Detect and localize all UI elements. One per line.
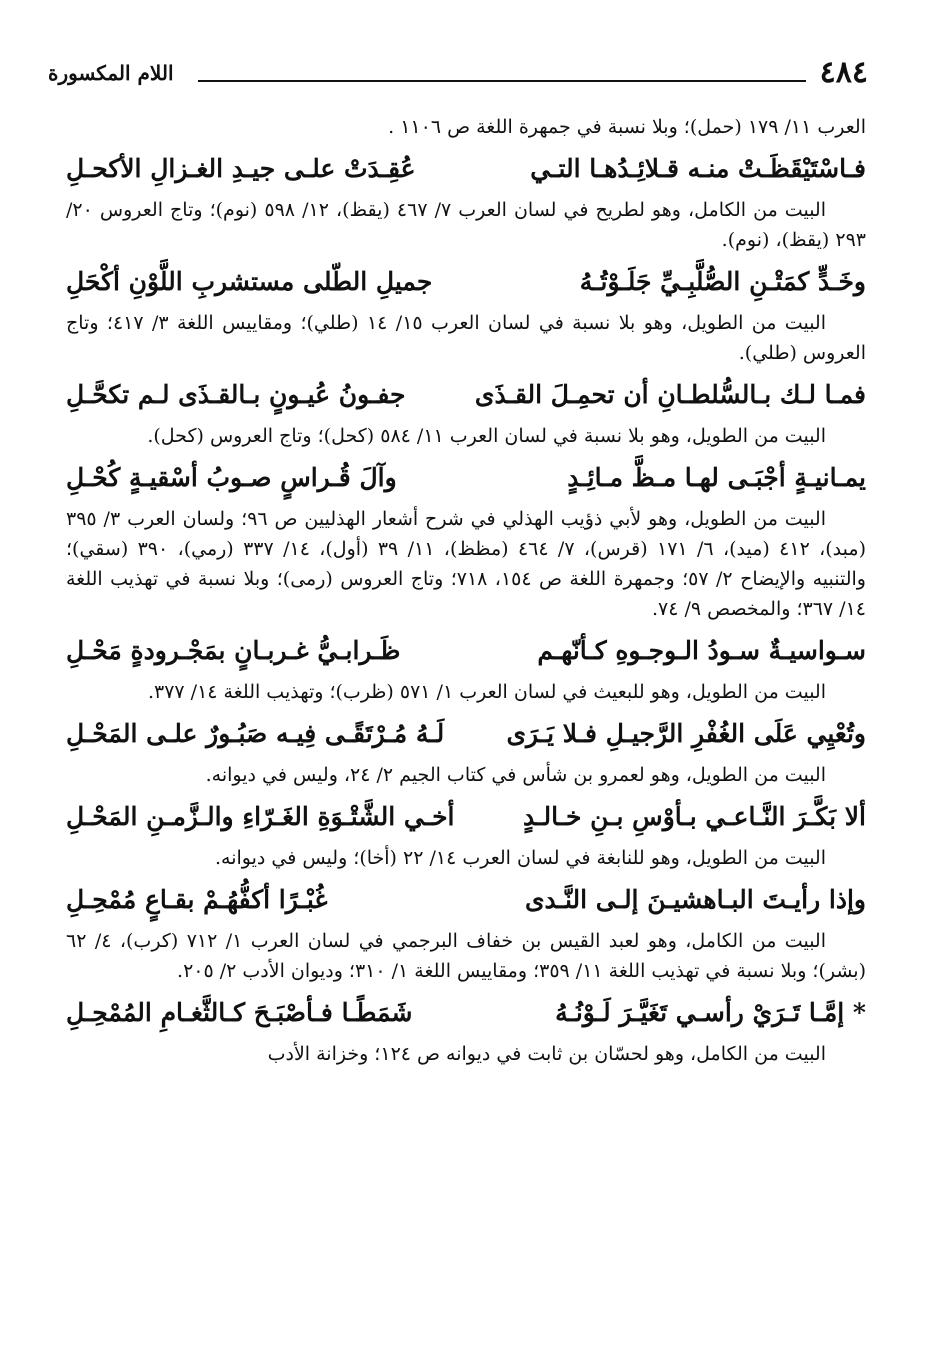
verse-line [66, 797, 866, 837]
verse-line [66, 631, 866, 671]
verse-note: البيت من الطويل، وهو للنابغة في لسان العرب ١٤/ ٢٢ (أخا)؛ وليس في ديوانه. [214, 847, 826, 869]
verse-note: البيت من الكامل، وهو لعبد القيس بن خفاف البرجمي في لسان العرب ١/ ٧١٢ (كرب)، ٤/ ٦٢ (بشر)؛ وبلا نسبة في تهذيب اللغة ١١/ ٣٥٩؛ ومقاييس اللغة ١/ ٣١٠؛ وديوان الأدب ٢/ ٢٠٥. [66, 930, 866, 982]
verse-note: البيت من الطويل، وهو للبعيث في لسان العرب ١/ ٥٧١ (ظرب)؛ وتهذيب اللغة ١٤/ ٣٧٧. [147, 681, 826, 703]
continuation-note: العرب ١١/ ١٧٩ (حمل)؛ وبلا نسبة في جمهرة اللغة ص ١١٠٦ . [388, 116, 866, 138]
page-content [66, 112, 866, 1069]
verse-second-hemistich: جفـونُ عُيـونٍ بـالقـذَى لـم تكحَّـلِ [66, 380, 406, 409]
verse-line [66, 375, 866, 415]
verse-note: البيت من الطويل، وهو لعمرو بن شأس في كتاب الجيم ٢/ ٢٤، وليس في ديوانه. [205, 764, 826, 786]
verse-second-hemistich: جميلِ الطّلى مستشربِ اللَّوْنِ أكْحَلِ [66, 267, 433, 296]
verse-line [66, 262, 866, 302]
verse-first-hemistich: ألا بَكَّـرَ النَّـاعـي بـأوْسِ بـنِ خـالـدٍ [523, 802, 866, 831]
verse-second-hemistich: لَـهُ مُـرْتَقًـى فِيـه صَبُـورٌ علـى المَحْـلِ [66, 719, 445, 748]
verse-first-hemistich: يمـانيـةٍ أجْبَـى لهـا مـظَّ مـائِـدٍ [567, 463, 866, 492]
verse-first-hemistich: سـواسيـةٌ سـودُ الـوجـوهِ كـأنّهـم [537, 636, 866, 665]
header-rule [198, 80, 806, 82]
verse-second-hemistich: شَمَطًـا فـأصْبَـحَ كـالثَّغـامِ المُمْحِـلِ [66, 998, 413, 1027]
verse-first-hemistich: وتُعْيِي عَلَى الغُفْرِ الرَّجيـلِ فـلا يَـرَى [506, 719, 866, 748]
verse-first-hemistich: * إمَّـا تَـرَيْ رأسـي تَغَيَّـرَ لَـوْنُـهُ [555, 998, 866, 1027]
verse-first-hemistich: وخَـدٍّ كمَتْـنِ الصُّلَّبِـيِّ جَلَـوْتُـهُ [579, 267, 866, 296]
verse-second-hemistich: وآلَ قُـراسٍ صـوبُ أسْقيـةٍ كُحْـلِ [66, 463, 397, 492]
page-header [48, 52, 868, 94]
verse-first-hemistich: فمـا لـك بـالسُّلطـانِ أن تحمِـلَ القـذَى [474, 380, 866, 409]
verse-first-hemistich: فـاسْتَيْقَظَـتْ منـه قـلائِـدُهـا التـي [530, 154, 866, 183]
verse-line [66, 149, 866, 189]
verse-first-hemistich: وإذا رأيـتَ البـاهشيـنَ إلـى النَّـدى [524, 885, 866, 914]
verse-note: البيت من الطويل، وهو بلا نسبة في لسان العرب ١١/ ٥٨٤ (كحل)؛ وتاج العروس (كحل). [147, 425, 826, 447]
verse-line [66, 714, 866, 754]
verse-note: البيت من الطويل، وهو لأبي ذؤيب الهذلي في شرح أشعار الهذليين ص ٩٦؛ ولسان العرب ٣/ ٣٩٥ (مبد)، ٤١٢ (ميد)، ٦/ ١٧١ (قرس)، ٧/ ٤٦٤ (مظظ)، ١١/ ٣٩ (أول)، ١٤/ ٣٣٧ (رمي)، ٣٩٠ (سقي)؛ والتنبيه والإيضاح ٢/ ٥٧؛ وجمهرة اللغة ص ١٥٤، ٧١٨؛ وتاج العروس (رمى)؛ وبلا نسبة في تهذيب اللغة ١٤/ ٣٦٧؛ والمخصص ٩/ ٧٤. [66, 508, 866, 620]
verse-line [66, 993, 866, 1033]
verse-second-hemistich: عُقِـدَتْ علـى جيـدِ الغـزالِ الأكحـلِ [66, 154, 416, 183]
verse-note: البيت من الكامل، وهو لطريح في لسان العرب ٧/ ٤٦٧ (يقظ)، ١٢/ ٥٩٨ (نوم)؛ وتاج العروس ٢٠/ ٢٩٣ (يقظ)، (نوم). [66, 199, 866, 251]
page-number: ٤٨٤ [819, 55, 868, 90]
verse-note: البيت من الكامل، وهو لحسّان بن ثابت في ديوانه ص ١٢٤؛ وخزانة الأدب [267, 1043, 826, 1065]
verse-second-hemistich: ظَـرابـيُّ غـربـانٍ بمَجْـرودةٍ مَحْـلِ [66, 636, 401, 665]
verse-line [66, 458, 866, 498]
verse-second-hemistich: أخـي الشَّتْـوَةِ الغَـرّاءِ والـزَّمـنِ المَحْـلِ [66, 802, 455, 831]
verse-note: البيت من الطويل، وهو بلا نسبة في لسان العرب ١٥/ ١٤ (طلي)؛ ومقاييس اللغة ٣/ ٤١٧؛ وتاج العروس (طلي). [66, 312, 866, 364]
running-title: اللام المكسورة [48, 61, 174, 85]
verse-second-hemistich: غُبْـرًا أكفُّهُـمْ بقـاعٍ مُمْحِـلِ [66, 885, 328, 914]
verse-line [66, 880, 866, 920]
